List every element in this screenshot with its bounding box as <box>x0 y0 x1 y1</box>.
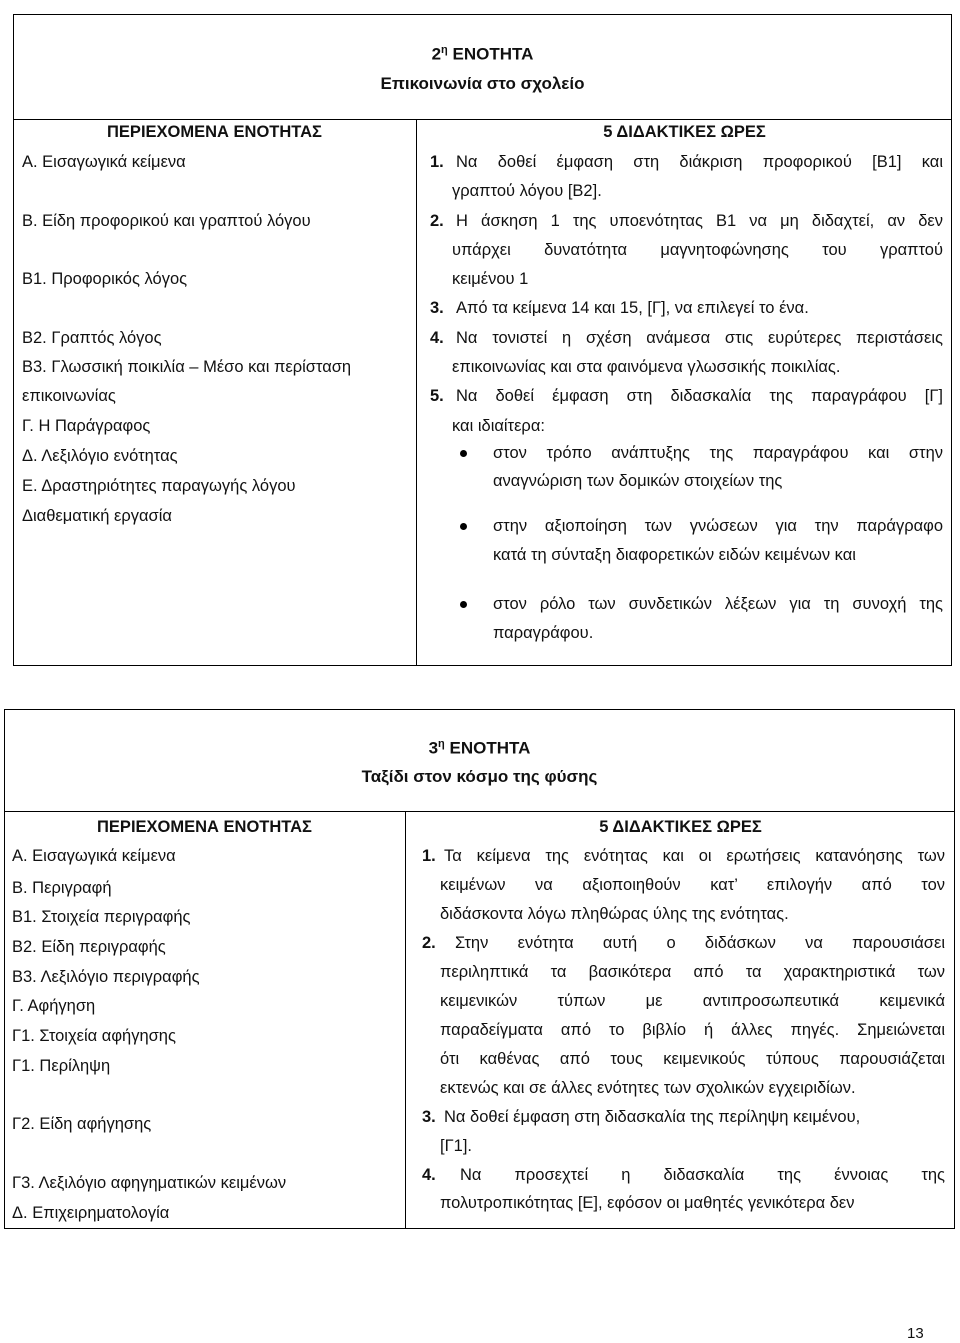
unit3-note-number: 3. <box>422 1108 436 1126</box>
unit3-column-divider <box>405 811 406 1229</box>
unit3-number: 3 <box>428 738 439 758</box>
unit2-note-number: 2. <box>430 212 444 230</box>
unit2-content-item: επικοινωνίας <box>22 387 116 405</box>
unit2-content-item: Δ. Λεξιλόγιο ενότητας <box>22 447 178 465</box>
unit3-content-item: Β3. Λεξιλόγιο περιγραφής <box>12 968 200 986</box>
unit2-bullet-line: στον ρόλο των συνδετικών λέξεων για τη συνοχή της <box>493 595 943 613</box>
unit2-note-line: και ιδιαίτερα: <box>452 417 545 435</box>
unit2-content-item: Γ. Η Παράγραφος <box>22 417 151 435</box>
unit3-note-line: [Γ1]. <box>440 1137 473 1155</box>
unit2-title-box <box>13 14 952 120</box>
unit2-note-number: 5. <box>430 387 444 405</box>
unit3-note-line: περιληπτικά τα βασικότερα από τα χαρακτηριστικά των <box>440 963 945 981</box>
unit2-content-item: Β1. Προφορικός λόγος <box>22 270 188 288</box>
unit2-bullet-line: παραγράφου. <box>493 624 594 642</box>
unit2-note-line: Να δοθεί έμφαση στη διδασκαλία της παραγράφου [Γ] <box>456 387 943 405</box>
unit3-subtitle: Ταξίδι στον κόσμο της φύσης <box>361 767 598 787</box>
unit3-content-item: Γ1. Στοιχεία αφήγησης <box>12 1027 176 1045</box>
unit3-note-line: διδάσκοντα λόγω πληθώρας ύλης της ενότητας. <box>440 905 789 923</box>
unit2-subtitle: Επικοινωνία στο σχολείο <box>380 73 585 93</box>
unit3-note-line: κειμενικών τύπων με αντιπροσωπευτικά κειμενικά <box>440 992 945 1010</box>
unit2-note-line: κειμένου 1 <box>452 270 529 288</box>
unit2-column-divider <box>416 119 417 666</box>
unit2-note-line: υπάρχει δυνατότητα μαγνητοφώνησης του γραπτού <box>452 241 943 259</box>
unit2-note-line: επικοινωνίας και στα φαινόμενα γλωσσικής ποικιλίας. <box>452 358 841 376</box>
unit3-content-item: Β. Περιγραφή <box>12 879 112 897</box>
unit3-content-item: Γ. Αφήγηση <box>12 997 96 1015</box>
unit2-content-item: Β2. Γραπτός λόγος <box>22 329 162 347</box>
unit2-note-line: Η άσκηση 1 της υποενότητας Β1 να μη διδαχτεί, αν δεν <box>456 212 943 230</box>
bullet-icon <box>460 450 467 457</box>
bullet-icon <box>460 523 467 530</box>
unit3-content-item: Γ1. Περίληψη <box>12 1057 111 1075</box>
unit2-bullet-line: στον τρόπο ανάπτυξης της παραγράφου και στην <box>493 444 943 462</box>
unit2-bullet-line: στην αξιοποίηση των γνώσεων για την παράγραφο <box>493 517 943 535</box>
unit3-note-line: κειμένων να αξιοποιηθούν κατ’ επιλογήν από τον <box>440 876 945 894</box>
unit3-note-line: παραδείγματα από το βιβλίο ή άλλες πηγές. Σημειώνεται <box>440 1021 945 1039</box>
unit3-contents-header: ΠΕΡΙΕΧΟΜΕΝΑ ΕΝΟΤΗΤΑΣ <box>97 818 312 836</box>
unit3-content-item: Γ2. Είδη αφήγησης <box>12 1115 152 1133</box>
unit3-note-line: εκτενώς και σε άλλες ενότητες των σχολικών εγχειριδίων. <box>440 1079 856 1097</box>
unit2-note-line: γραπτού λόγου [Β2]. <box>452 182 602 200</box>
unit2-number: 2 <box>431 44 442 64</box>
unit3-title-box <box>4 709 955 812</box>
unit2-content-item: Β. Είδη προφορικού και γραπτού λόγου <box>22 212 311 230</box>
unit2-content-item: Διαθεματική εργασία <box>22 507 172 525</box>
unit2-heading <box>432 36 534 69</box>
unit2-note-line: Να δοθεί έμφαση στη διάκριση προφορικού [Β1] και <box>456 153 943 171</box>
unit3-note-line: ότι καθένας από τους κειμενικούς τύπους παρουσιάζεται <box>440 1050 945 1068</box>
unit2-heading-word: ΕΝΟΤΗΤΑ <box>452 44 534 64</box>
unit3-note-line: Στην ενότητα αυτή ο διδάσκων να παρουσιάσει <box>455 934 945 952</box>
unit3-heading <box>429 730 531 763</box>
unit3-content-item: Β2. Είδη περιγραφής <box>12 938 166 956</box>
unit2-content-item: Α. Εισαγωγικά κείμενα <box>22 153 186 171</box>
unit3-content-item: Β1. Στοιχεία περιγραφής <box>12 908 191 926</box>
unit3-note-number: 1. <box>422 847 436 865</box>
unit2-note-line: Να τονιστεί η σχέση ανάμεσα στις ευρύτερες περιστάσεις <box>456 329 943 347</box>
unit2-sup: η <box>441 44 448 57</box>
unit3-heading-word: ΕΝΟΤΗΤΑ <box>449 738 531 758</box>
unit2-bullet-line: κατά τη σύνταξη διαφορετικών ειδών κειμένων και <box>493 546 856 564</box>
unit3-hours-header: 5 ΔΙΔΑΚΤΙΚΕΣ ΩΡΕΣ <box>599 818 762 836</box>
unit3-content-item: Δ. Επιχειρηματολογία <box>12 1204 170 1222</box>
unit2-note-number: 1. <box>430 153 444 171</box>
unit3-content-item: Γ3. Λεξιλόγιο αφηγηματικών κειμένων <box>12 1174 287 1192</box>
unit2-content-item: Β3. Γλωσσική ποικιλία – Μέσο και περίσταση <box>22 358 352 376</box>
unit3-note-line: Να προσεχτεί η διδασκαλία της έννοιας της <box>460 1166 945 1184</box>
unit3-sup: η <box>438 737 445 750</box>
unit2-hours-header: 5 ΔΙΔΑΚΤΙΚΕΣ ΩΡΕΣ <box>603 123 766 141</box>
unit3-note-number: 4. <box>422 1166 436 1184</box>
unit3-note-line: πολυτροπικότητας [Ε], εφόσον οι μαθητές γενικότερα δεν <box>440 1194 855 1212</box>
page-number: 13 <box>907 1325 924 1342</box>
unit2-note-number: 3. <box>430 299 444 317</box>
unit2-note-number: 4. <box>430 329 444 347</box>
unit3-note-line: Τα κείμενα της ενότητας και οι ερωτήσεις κατανόησης των <box>444 847 945 865</box>
unit2-content-item: Ε. Δραστηριότητες παραγωγής λόγου <box>22 477 296 495</box>
unit2-bullet-line: αναγνώριση των δομικών στοιχείων της <box>493 472 783 490</box>
unit3-note-line: Να δοθεί έμφαση στη διδασκαλία της περίληψη κειμένου, <box>444 1108 861 1126</box>
unit2-contents-header: ΠΕΡΙΕΧΟΜΕΝΑ ΕΝΟΤΗΤΑΣ <box>107 123 322 141</box>
unit3-note-number: 2. <box>422 934 436 952</box>
unit2-note-line: Από τα κείμενα 14 και 15, [Γ], να επιλεγεί το ένα. <box>456 299 809 317</box>
unit3-content-item: Α. Εισαγωγικά κείμενα <box>12 847 176 865</box>
bullet-icon <box>460 601 467 608</box>
